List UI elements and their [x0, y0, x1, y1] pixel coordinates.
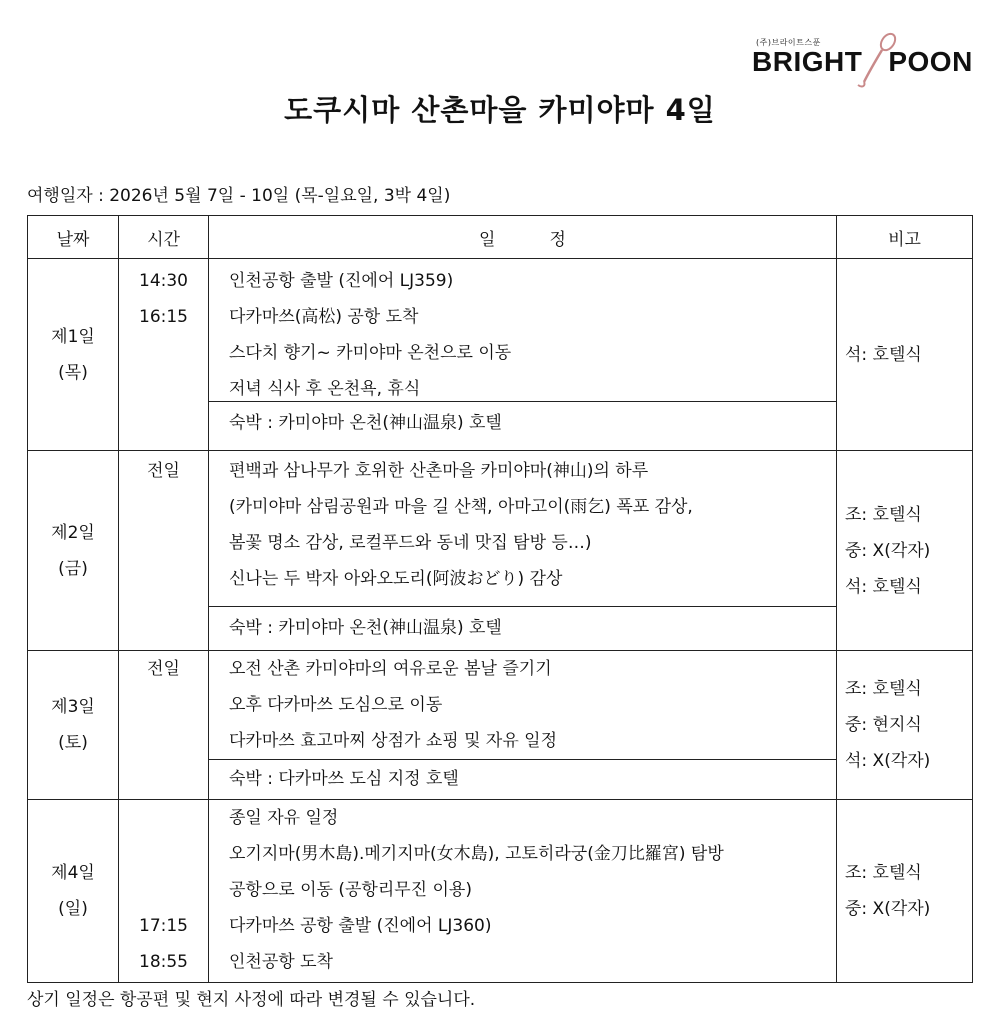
- day-label: 제2일: [51, 522, 95, 543]
- schedule-line: 편백과 삼나무가 호위한 산촌마을 카미야마(神山)의 하루: [229, 461, 649, 481]
- schedule-line: 공항으로 이동 (공항리무진 이용): [229, 880, 472, 900]
- schedule-line: 오후 다카마쓰 도심으로 이동: [229, 695, 443, 715]
- schedule-line: 다카마쓰(高松) 공항 도착: [229, 307, 419, 327]
- schedule-line: 오전 산촌 카미야마의 여유로운 봄날 즐기기: [229, 659, 552, 679]
- day-cell: [28, 800, 119, 983]
- time-cell: [119, 800, 209, 983]
- meal-note: 조: 호텔식: [845, 504, 922, 525]
- day-cell: [28, 651, 119, 800]
- schedule-line: 인천공항 도착: [229, 952, 333, 972]
- weekday-label: (목): [58, 362, 88, 383]
- time-value: 16:15: [139, 307, 188, 327]
- page-title: 도쿠시마 산촌마을 카미야마 4일: [284, 93, 716, 127]
- table-header-row: [28, 216, 973, 259]
- schedule-line: 다카마쓰 공항 출발 (진에어 LJ360): [229, 916, 492, 936]
- schedule-line: 신나는 두 박자 아와오도리(阿波おどり) 감상: [229, 569, 563, 589]
- header-time: 시간: [119, 216, 209, 259]
- schedule-line: (카미야마 삼림공원과 마을 길 산책, 아마고이(雨乞) 폭포 감상,: [229, 497, 693, 517]
- time-value: [119, 800, 208, 836]
- time-value: 전일: [147, 461, 180, 481]
- meal-note: 조: 호텔식: [845, 679, 922, 699]
- footer-note: 상기 일정은 항공편 및 현지 사정에 따라 변경될 수 있습니다.: [27, 990, 476, 1010]
- time-cell: [119, 651, 209, 800]
- note-cell: [837, 259, 973, 451]
- schedule-line: 봄꽃 명소 감상, 로컬푸드와 동네 맛집 탐방 등…): [229, 533, 592, 553]
- day-label: 제1일: [51, 326, 95, 347]
- time-value: [119, 836, 208, 872]
- schedule-line: 오기지마(男木島).메기지마(女木島), 고토히라궁(金刀比羅宮) 탐방: [229, 844, 724, 864]
- schedule-line: 스다치 향기~ 카미야마 온천으로 이동: [229, 343, 512, 363]
- day-cell: [28, 259, 119, 451]
- header-note: 비고: [837, 216, 973, 259]
- schedule-line: 저녁 식사 후 온천욕, 휴식: [229, 379, 421, 399]
- time-cell: [119, 259, 209, 451]
- meal-note: 중: 현지식: [845, 715, 922, 735]
- day-cell: [28, 451, 119, 651]
- time-value: [119, 872, 208, 908]
- schedule-cell: [209, 451, 837, 651]
- schedule-cell: [209, 259, 837, 451]
- day-label: 제3일: [51, 697, 95, 717]
- time-value: 18:55: [139, 952, 188, 972]
- lodging-line: 숙박 : 카미야마 온천(神山温泉) 호텔: [209, 401, 836, 444]
- weekday-label: (금): [58, 558, 88, 579]
- schedule-cell: [209, 800, 837, 983]
- note-cell: [837, 651, 973, 800]
- logo-text-right: POON: [888, 46, 973, 77]
- header-day: 날짜: [28, 216, 119, 259]
- time-value: 17:15: [139, 916, 188, 936]
- note-cell: [837, 800, 973, 983]
- meal-note: 중: X(각자): [845, 899, 931, 919]
- table-row: [28, 651, 973, 800]
- note-cell: [837, 451, 973, 651]
- schedule-line: 다카마쓰 효고마찌 상점가 쇼핑 및 자유 일정: [229, 731, 558, 751]
- meal-note: 중: X(각자): [845, 540, 931, 561]
- table-row: [28, 800, 973, 983]
- logo-company-name: (주)브라이트스푼: [756, 38, 821, 47]
- weekday-label: (일): [58, 899, 88, 919]
- lodging-line: 숙박 : 카미야마 온천(神山温泉) 호텔: [209, 606, 836, 649]
- schedule-cell: [209, 651, 837, 800]
- weekday-label: (토): [58, 733, 88, 753]
- meal-note: 석: 호텔식: [845, 576, 922, 597]
- logo-text-left: BRIGHT: [752, 46, 863, 77]
- table-row: [28, 259, 973, 451]
- time-cell: [119, 451, 209, 651]
- meal-note: 석: X(각자): [845, 751, 931, 771]
- lodging-line: 숙박 : 다카마쓰 도심 지정 호텔: [209, 759, 836, 798]
- header-schedule: 일 정: [209, 216, 837, 259]
- time-value: 전일: [147, 659, 180, 679]
- schedule-line: 인천공항 출발 (진에어 LJ359): [229, 271, 454, 291]
- table-row: [28, 451, 973, 651]
- schedule-line: 종일 자유 일정: [229, 808, 339, 828]
- travel-dates: 여행일자 : 2026년 5월 7일 - 10일 (목-일요일, 3박 4일): [27, 186, 451, 206]
- time-value: 14:30: [139, 271, 188, 291]
- brand-logo: [752, 30, 977, 90]
- itinerary-table: [27, 215, 973, 983]
- meal-note: 석: 호텔식: [845, 344, 922, 365]
- day-label: 제4일: [51, 863, 95, 883]
- meal-note: 조: 호텔식: [845, 863, 922, 883]
- spoon-icon: [752, 30, 977, 90]
